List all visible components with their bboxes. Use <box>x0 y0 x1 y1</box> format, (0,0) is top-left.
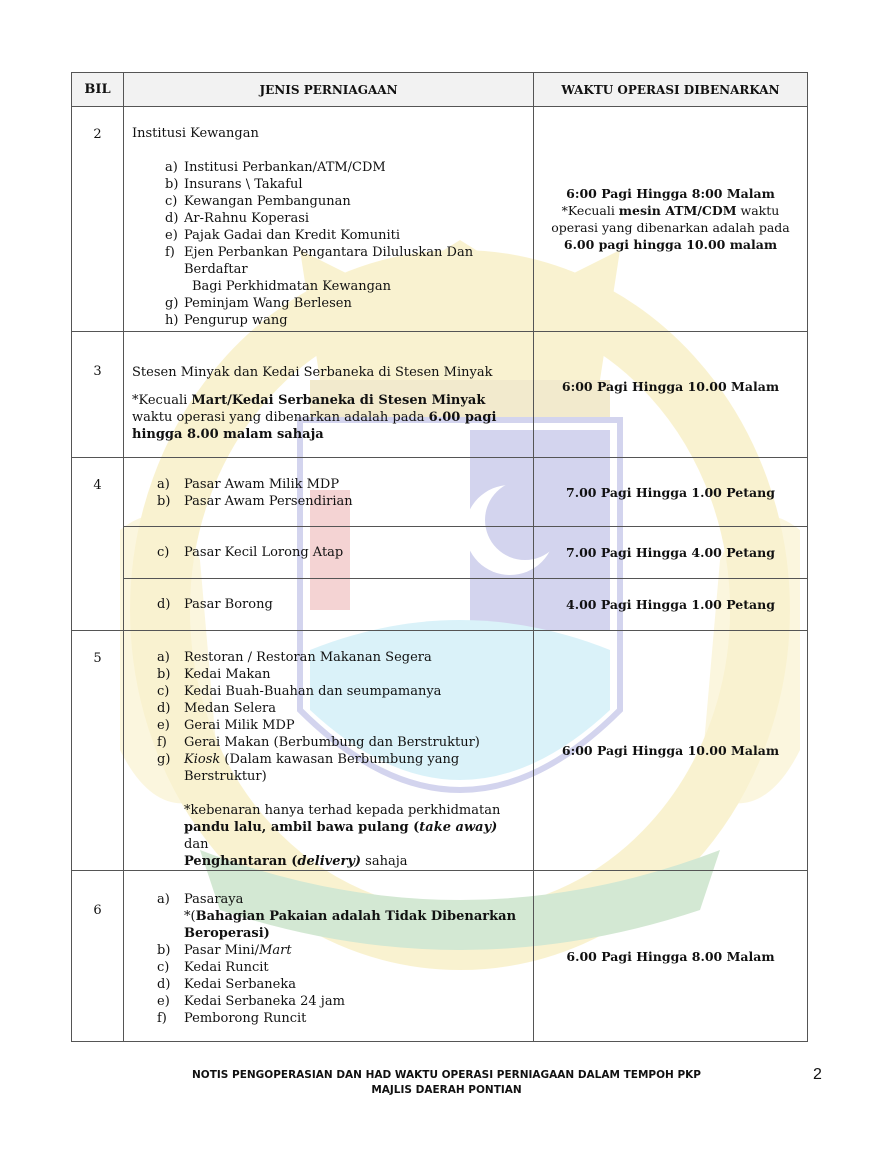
table-row <box>72 107 808 332</box>
time-note: *Kecuali mesin ATM/CDM waktu operasi yang dibenarkan adalah pada <box>551 203 790 235</box>
list-item: e) Kedai Serbaneka 24 jam <box>157 994 345 1009</box>
list-item: c) Kedai Runcit <box>157 960 269 975</box>
table-row <box>72 871 808 1042</box>
time-note-hours: 6.00 pagi hingga 10.00 malam <box>563 237 778 252</box>
list-item: a) Pasar Awam Milik MDP <box>157 477 340 492</box>
list-item: b) Pasar Mini/Mart <box>157 943 292 958</box>
operating-time: 7.00 Pagi Hingga 1.00 Petang <box>566 485 775 500</box>
page-number: 2 <box>813 1066 822 1083</box>
list-item: d) Pasar Borong <box>157 597 273 612</box>
list-item: c) Kedai Buah-Buahan dan seumpamanya <box>157 684 442 699</box>
row-number: 4 <box>93 478 102 493</box>
page-footer <box>0 1068 893 1098</box>
row-note: *kebenaran hanya terhad kepada perkhidmatan pandu lalu, ambil bawa pulang (take away) dan Penghantaran (delivery) sahaja <box>184 803 501 869</box>
list-item: f) Pemborong Runcit <box>157 1011 307 1026</box>
list-item: f) Gerai Makan (Berbumbung dan Berstruktur) <box>157 735 480 750</box>
table-row <box>72 458 808 527</box>
item-list <box>132 476 525 510</box>
list-item: h) Pengurup wang <box>165 313 288 328</box>
list-item: b) Insurans \ Takaful <box>165 177 303 192</box>
list-item: b) Pasar Awam Persendirian <box>157 494 353 509</box>
operating-time: 6.00 Pagi Hingga 8.00 Malam <box>566 948 775 964</box>
list-item: b) Kedai Makan <box>157 667 271 682</box>
row-number: 6 <box>93 903 102 918</box>
operating-time: 6:00 Pagi Hingga 10.00 Malam <box>561 743 780 758</box>
list-item: f) Ejen Perbankan Pengantara Diluluskan Dan Berdaftar <box>165 245 474 277</box>
operating-time: 6:00 Pagi Hingga 8:00 Malam <box>566 186 775 201</box>
row-note: *Kecuali Mart/Kedai Serbaneka di Stesen Minyak waktu operasi yang dibenarkan adalah pada 6.00 pagi hingga 8.00 malam sahaja <box>132 393 497 442</box>
operating-time: 7.00 Pagi Hingga 4.00 Petang <box>566 545 775 560</box>
row-title: Stesen Minyak dan Kedai Serbaneka di Stesen Minyak <box>132 365 493 380</box>
list-item: c) Pasar Kecil Lorong Atap <box>157 545 344 560</box>
list-item: a) Restoran / Restoran Makanan Segera <box>157 650 432 665</box>
list-item: e) Gerai Milik MDP <box>157 718 295 733</box>
list-item: d) Ar-Rahnu Koperasi <box>165 211 310 226</box>
list-item: g) Kiosk (Dalam kawasan Berbumbung yang Berstruktur) <box>157 752 460 784</box>
list-item: d) Kedai Serbaneka <box>157 977 296 992</box>
list-item: a) Pasaraya <box>157 892 244 907</box>
operating-time: 4.00 Pagi Hingga 1.00 Petang <box>566 597 775 612</box>
item-list <box>132 159 525 329</box>
list-item: Bagi Perkhidmatan Kewangan <box>192 279 392 294</box>
footer-line-2: MAJLIS DAERAH PONTIAN <box>371 1084 522 1096</box>
row-title: Institusi Kewangan <box>132 126 259 141</box>
item-list <box>132 891 525 1027</box>
table-header-row <box>72 73 808 107</box>
item-list <box>132 649 525 785</box>
row-number: 3 <box>93 364 102 379</box>
list-item: *(Bahagian Pakaian adalah Tidak Dibenarkan Beroperasi) <box>184 909 517 941</box>
footer-line-1: NOTIS PENGOPERASIAN DAN HAD WAKTU OPERASI PERNIAGAAN DALAM TEMPOH PKP <box>192 1069 701 1081</box>
table-row <box>72 527 808 579</box>
business-hours-table <box>71 72 808 1042</box>
list-item: d) Medan Selera <box>157 701 276 716</box>
list-item: g) Peminjam Wang Berlesen <box>165 296 352 311</box>
list-item: c) Kewangan Pembangunan <box>165 194 351 209</box>
table-row <box>72 332 808 458</box>
row-number: 5 <box>93 651 102 666</box>
header-bil: BIL <box>72 73 124 107</box>
item-list <box>132 596 525 613</box>
table-row <box>72 579 808 631</box>
row-number: 2 <box>93 127 102 142</box>
header-waktu: WAKTU OPERASI DIBENARKAN <box>534 73 808 107</box>
list-item: e) Pajak Gadai dan Kredit Komuniti <box>165 228 401 243</box>
table-row <box>72 631 808 871</box>
operating-time: 6:00 Pagi Hingga 10.00 Malam <box>561 379 780 394</box>
list-item: a) Institusi Perbankan/ATM/CDM <box>165 160 386 175</box>
header-jenis: JENIS PERNIAGAAN <box>124 73 534 107</box>
item-list <box>132 544 525 561</box>
